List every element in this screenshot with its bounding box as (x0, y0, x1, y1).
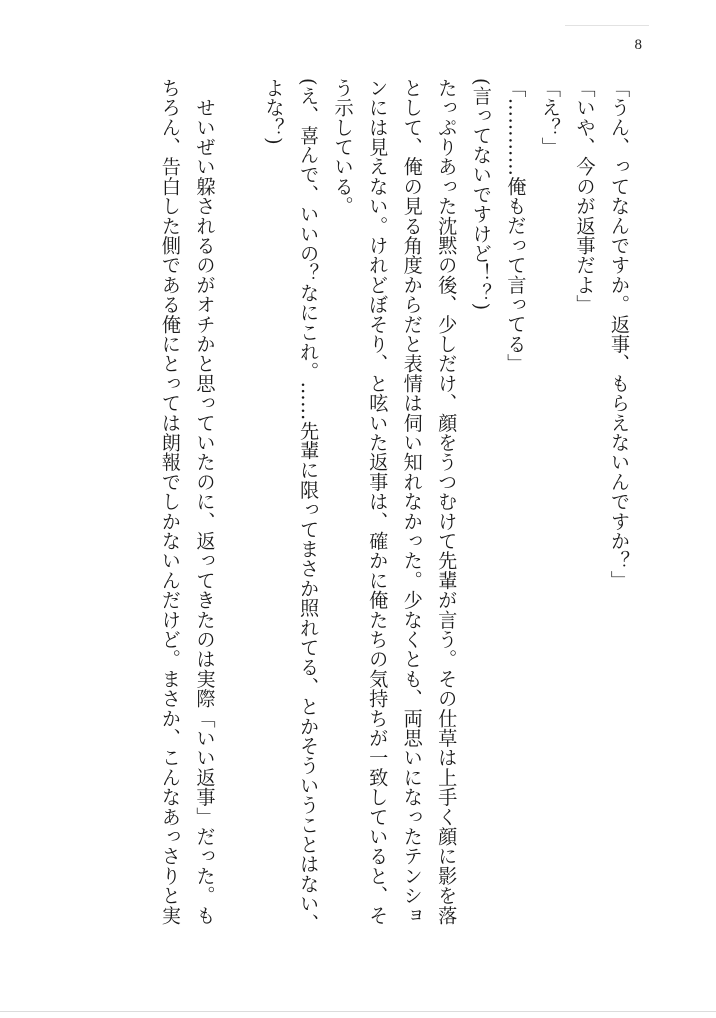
text-column: う示している。 (331, 78, 355, 216)
text-column: たっぷりあった沈黙の後、少しだけ、顔をうつむけて先輩が言う。その仕草は上手く顔に影を落 (435, 78, 459, 926)
text-column: (言ってないですけど！？) (469, 78, 493, 311)
footer-rule (0, 1011, 716, 1012)
text-column: 「いや、今のが返事だよ」 (573, 78, 597, 315)
text-column: よな？) (262, 78, 286, 146)
header-rule (565, 25, 649, 26)
text-column: せいぜい躱されるのがオチかと思っていたのに、返ってきたのは実際「いい返事」だった。も (193, 78, 217, 926)
text-column: 「え？」 (538, 78, 562, 157)
text-column: (え、喜んで、いいの？なにこれ。……先輩に限ってまさか照れてる、とかそういうことはない、 (297, 78, 321, 934)
text-column: 「うん、ってなんですか。返事、もらえないんですか？」 (608, 78, 631, 591)
text-column: 「…………俺もだって言ってる」 (504, 78, 528, 374)
text-column: ンには見えない。けれどぼそり、と呟いた返事は、確かに俺たちの気持ちが一致していると、そ (366, 78, 390, 926)
page-number: 8 (634, 37, 642, 53)
text-column: として、俺の見る角度からだと表情は伺い知れなかった。少なくとも、両思いになったテンショ (400, 78, 424, 926)
text-column: ちろん、告白した側である俺にとっては朗報でしかないんだけど。まさか、こんなあっさりと実 (158, 78, 182, 926)
blank-column (221, 78, 256, 948)
vertical-body-text (152, 78, 636, 948)
